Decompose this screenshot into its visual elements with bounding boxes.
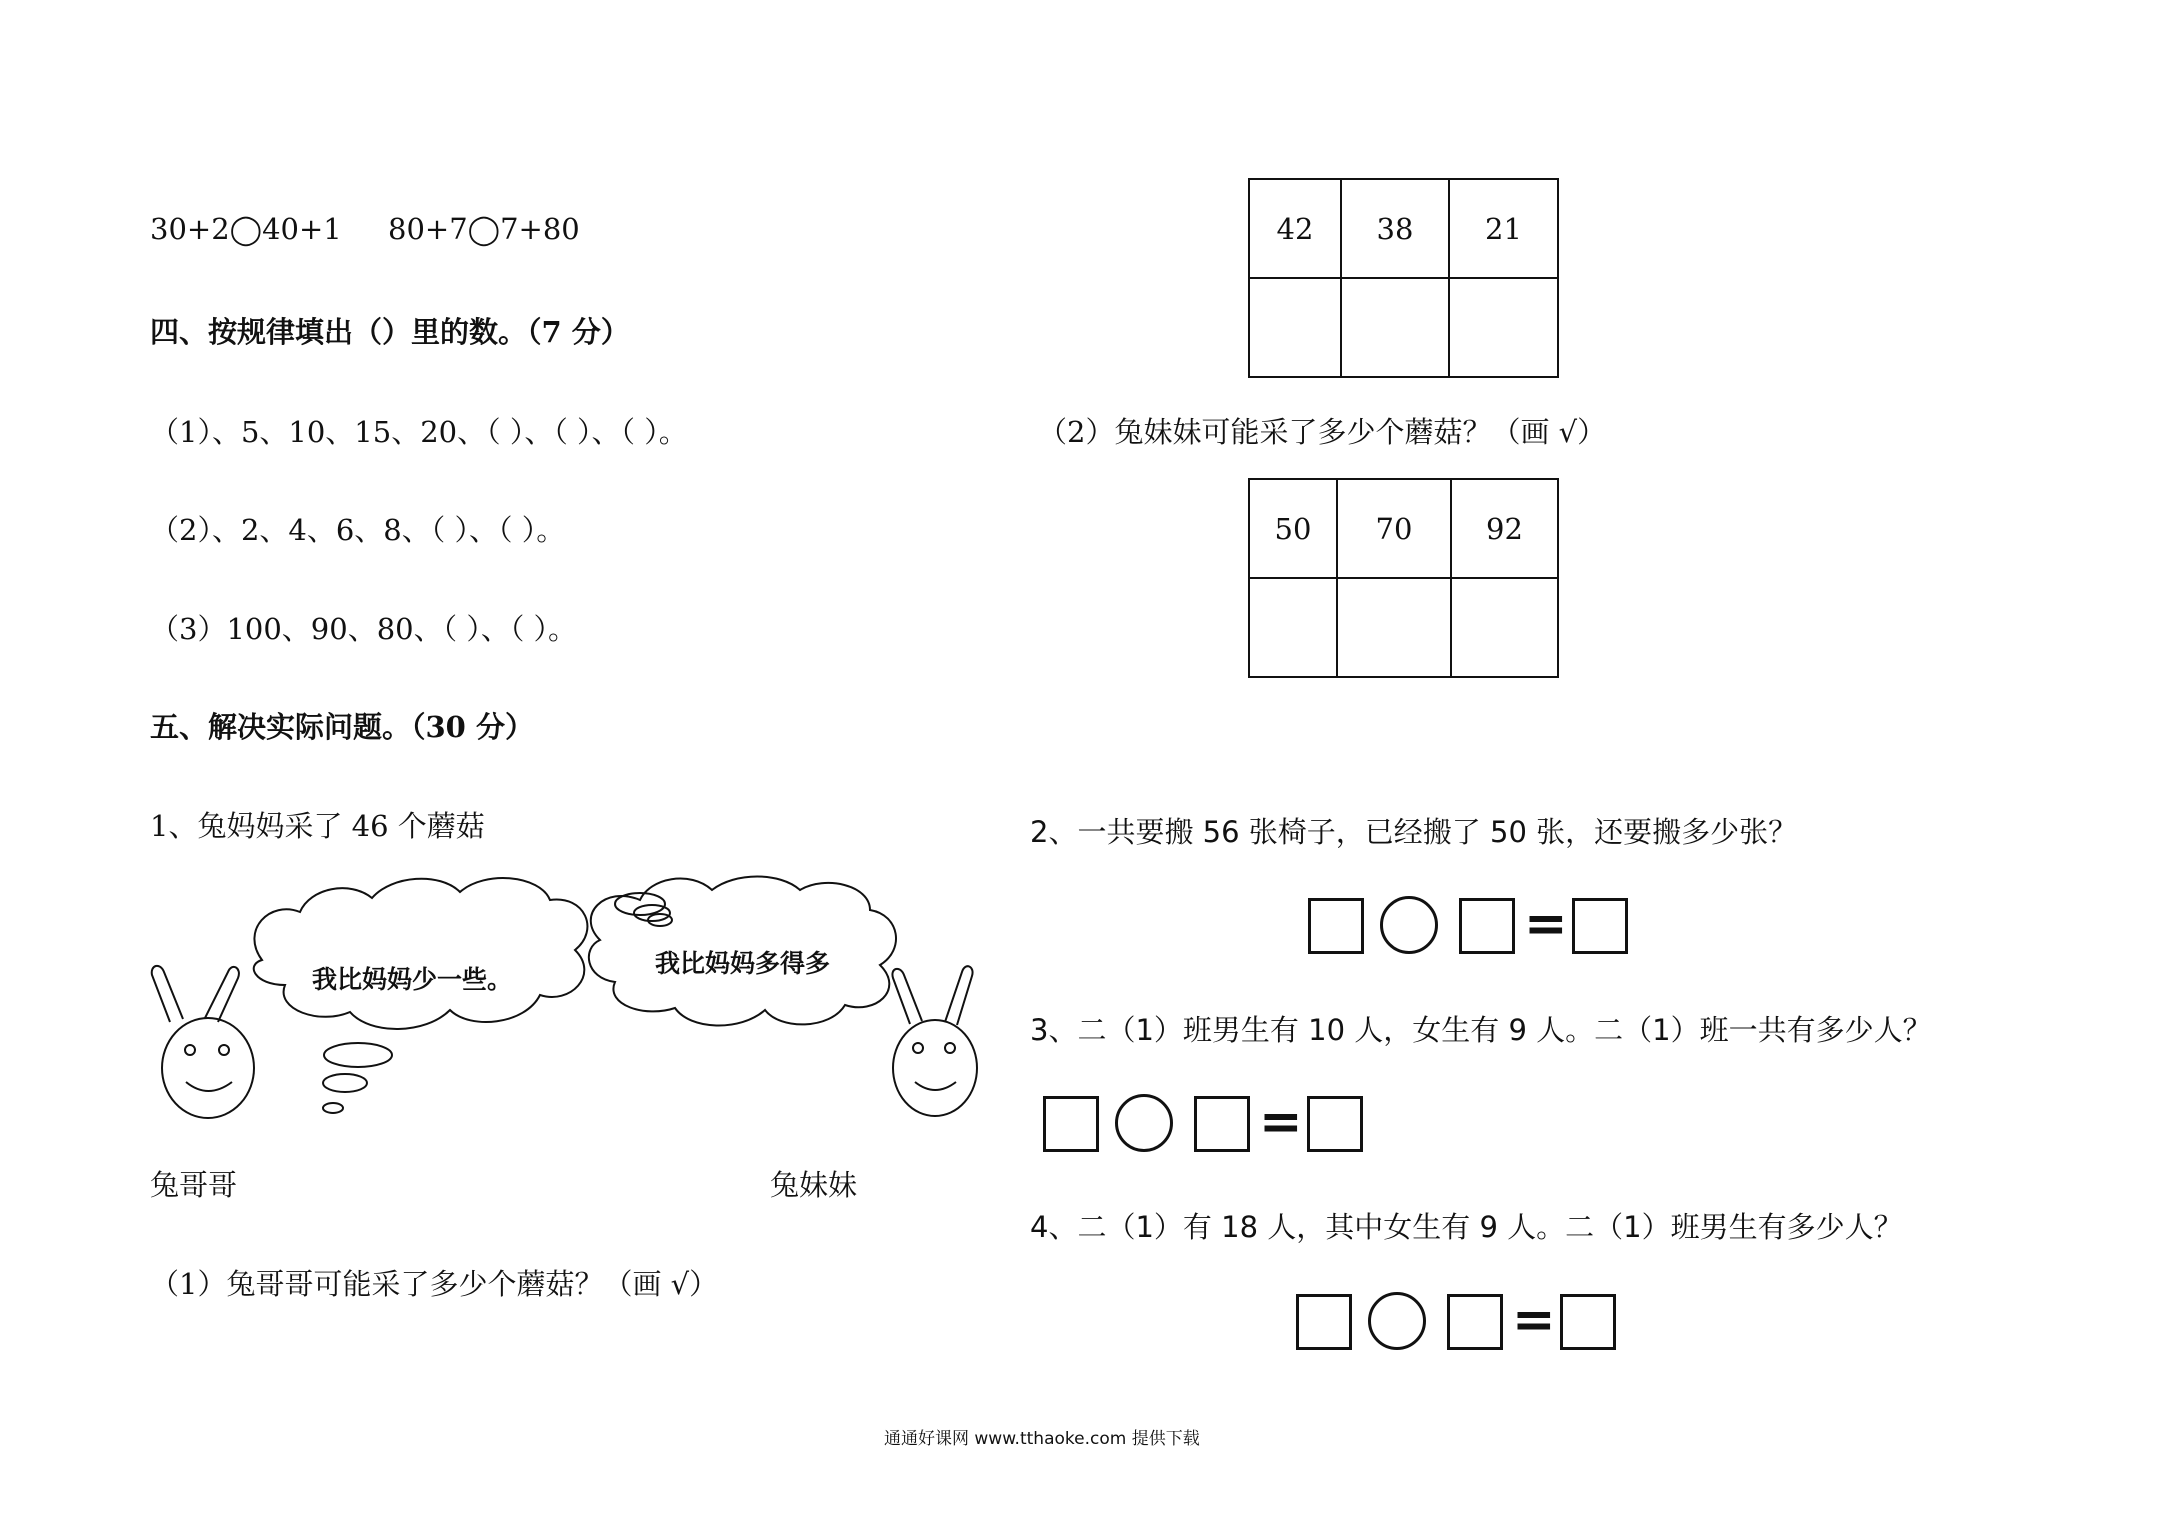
table-1-cell: 38: [1341, 179, 1449, 278]
compare-expression-1: 30+2◯40+1: [150, 212, 342, 246]
equation-box[interactable]: [1447, 1294, 1503, 1350]
equation-result-box[interactable]: [1307, 1096, 1363, 1152]
left-rabbit-head: [162, 1018, 254, 1118]
equation-box[interactable]: [1043, 1096, 1099, 1152]
table-2-cell: 70: [1337, 479, 1451, 578]
table-2-answer-cell[interactable]: [1451, 578, 1558, 677]
left-rabbit-eye-2: [219, 1045, 229, 1055]
equation-operator-circle[interactable]: [1368, 1292, 1426, 1350]
right-rabbit-head: [893, 1020, 977, 1116]
thought-bubble-left: [254, 878, 588, 1029]
thought-trail-left-3: [323, 1103, 343, 1113]
equation-box[interactable]: [1459, 898, 1515, 954]
equals-sign: =: [1524, 894, 1568, 954]
rabbit-name-left: 兔哥哥: [150, 1168, 238, 1202]
left-rabbit-ear-1: [152, 966, 183, 1022]
question-1-text: 1、兔妈妈采了 46 个蘑菇: [150, 809, 485, 843]
right-rabbit-ear-2: [945, 966, 973, 1025]
footer-source: 通通好课网 www.tthaoke.com 提供下载: [884, 1429, 1200, 1449]
thought-trail-right-1: [615, 893, 665, 915]
table-1-answer-cell[interactable]: [1341, 278, 1449, 377]
table-1-cell: 42: [1249, 179, 1341, 278]
question-3-text: 3、二（1）班男生有 10 人，女生有 9 人。二（1）班一共有多少人？: [1030, 1013, 1932, 1047]
section-5-title: 五、解决实际问题。（30 分）: [150, 710, 534, 744]
question-1-sub-2: （2）兔妹妹可能采了多少个蘑菇？（画 √）: [1038, 415, 1607, 449]
table-1-answer-cell[interactable]: [1449, 278, 1558, 377]
sequence-1: （1）、5、10、15、20、（ ）、（ ）、（ ）。: [150, 415, 688, 449]
thought-trail-left-2: [323, 1074, 367, 1092]
question-1-sub-1: （1）兔哥哥可能采了多少个蘑菇？（画 √）: [150, 1267, 719, 1301]
mushroom-table-2: [1248, 478, 1559, 678]
left-rabbit-ear-2: [205, 967, 239, 1022]
equation-operator-circle[interactable]: [1380, 896, 1438, 954]
equation-box[interactable]: [1308, 898, 1364, 954]
right-rabbit-ear-1: [892, 969, 922, 1024]
equals-sign: =: [1512, 1290, 1556, 1350]
equation-result-box[interactable]: [1560, 1294, 1616, 1350]
equation-box[interactable]: [1296, 1294, 1352, 1350]
rabbit-name-right: 兔妹妹: [770, 1168, 858, 1202]
right-rabbit-eye-2: [945, 1043, 955, 1053]
question-4-text: 4、二（1）有 18 人，其中女生有 9 人。二（1）班男生有多少人？: [1030, 1210, 1903, 1244]
compare-expression-2: 80+7◯7+80: [388, 212, 580, 246]
left-rabbit-eye-1: [185, 1045, 195, 1055]
table-1-cell: 21: [1449, 179, 1558, 278]
table-2-cell: 50: [1249, 479, 1337, 578]
equation-operator-circle[interactable]: [1115, 1094, 1173, 1152]
thought-trail-left-1: [324, 1043, 392, 1067]
table-2-answer-cell[interactable]: [1249, 578, 1337, 677]
equals-sign: =: [1259, 1092, 1303, 1152]
mushroom-table-1: [1248, 178, 1559, 378]
sequence-3: （3）100、90、80、（ ）、（ ）。: [150, 612, 578, 646]
section-4-title: 四、按规律填出（）里的数。（7 分）: [150, 315, 630, 349]
left-rabbit-mouth: [186, 1082, 232, 1091]
sequence-2: （2）、2、4、6、8、（ ）、（ ）。: [150, 513, 566, 547]
equation-box[interactable]: [1194, 1096, 1250, 1152]
table-2-answer-cell[interactable]: [1337, 578, 1451, 677]
table-2-cell: 92: [1451, 479, 1558, 578]
table-1-answer-cell[interactable]: [1249, 278, 1341, 377]
question-2-text: 2、一共要搬 56 张椅子，已经搬了 50 张，还要搬多少张？: [1030, 815, 1798, 849]
bubble-right-text: 我比妈妈多得多: [655, 949, 831, 978]
equation-result-box[interactable]: [1572, 898, 1628, 954]
right-rabbit-eye-1: [913, 1043, 923, 1053]
bubble-left-text: 我比妈妈少一些。: [312, 965, 513, 994]
right-rabbit-mouth: [915, 1082, 956, 1090]
